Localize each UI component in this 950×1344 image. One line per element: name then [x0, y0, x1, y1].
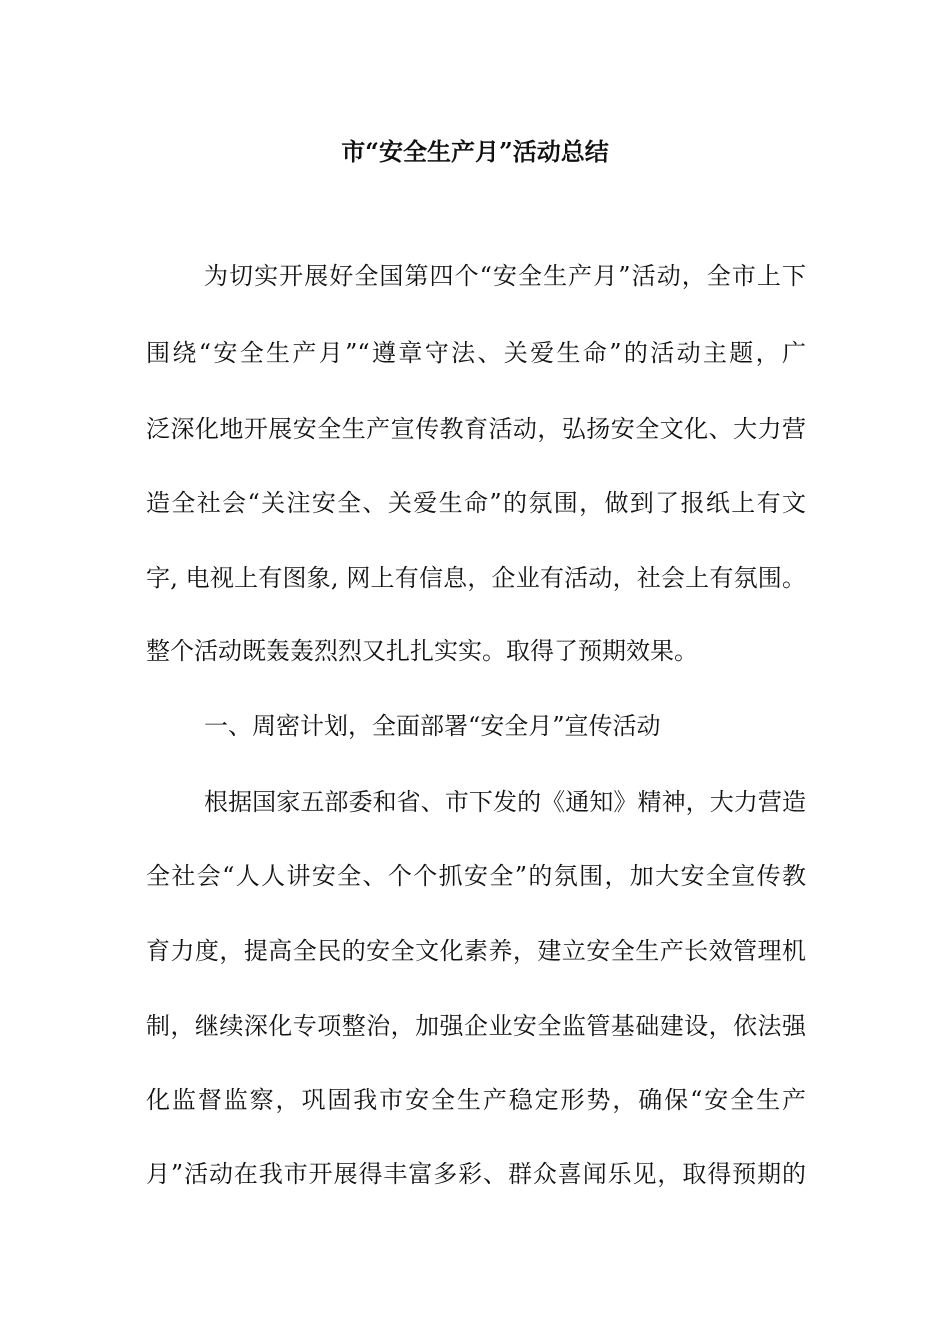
paragraph-2-line-1: 根据国家五部委和省、市下发的《通知》精神，大力营造: [204, 788, 806, 816]
paragraph-1-line-3: 泛深化地开展安全生产宣传教育活动，弘扬安全文化、大力营: [146, 415, 806, 443]
section-heading-1: 一、周密计划，全面部署“安全月”宣传活动: [204, 712, 661, 740]
paragraph-1-line-1: 为切实开展好全国第四个“安全生产月”活动，全市上下: [204, 262, 806, 290]
paragraph-1-line-5: 字, 电视上有图象, 网上有信息，企业有活动，社会上有氛围。: [146, 564, 806, 592]
document-title: 市“安全生产月”活动总结: [341, 137, 609, 166]
paragraph-1-line-4: 造全社会“关注安全、关爱生命”的氛围，做到了报纸上有文: [146, 489, 806, 517]
paragraph-2-line-5: 化监督监察，巩固我市安全生产稳定形势，确保“安全生产: [146, 1086, 806, 1114]
paragraph-2-line-6: 月”活动在我市开展得丰富多彩、群众喜闻乐见，取得预期的: [146, 1160, 806, 1188]
paragraph-2-line-3: 育力度，提高全民的安全文化素养，建立安全生产长效管理机: [146, 937, 806, 965]
paragraph-2-line-2: 全社会“人人讲安全、个个抓安全”的氛围，加大安全宣传教: [146, 862, 806, 890]
paragraph-1-line-2: 围绕“安全生产月”“遵章守法、关爱生命”的活动主题，广: [146, 339, 806, 367]
paragraph-1-line-6: 整个活动既轰轰烈烈又扎扎实实。取得了预期效果。: [146, 637, 698, 665]
paragraph-2-line-4: 制，继续深化专项整治，加强企业安全监管基础建设，依法强: [146, 1012, 806, 1040]
